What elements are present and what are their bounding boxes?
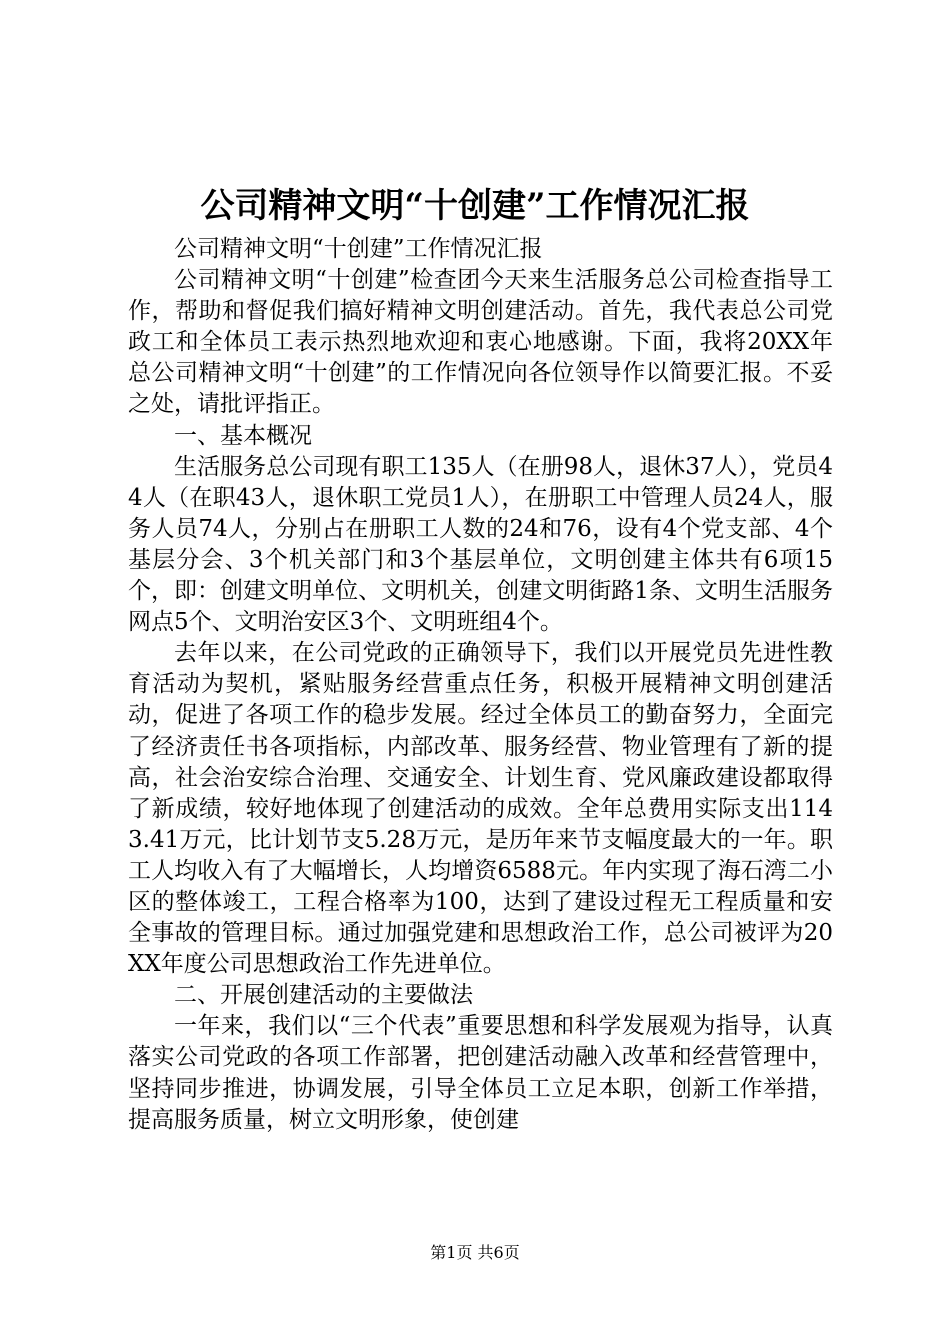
page-number-footer: 第1页 共6页 (430, 1243, 520, 1262)
paragraph-achievements: 去年以来，在公司党政的正确领导下，我们以开展党员先进性教育活动为契机，紧贴服务经营重点任务，积极开展精神文明创建活动，促进了各项工作的稳步发展。经过全体员工的勤奋努力，全面完了经济责任书各项指标，内部改革、服务经营、物业管理有了新的提高，社会治安综合治理、交通安全、计划生育、党风廉政建设都取得了新成绩，较好地体现了创建活动的成效。全年总费用实际支出1143.41万元，比计划节支5.28万元，是历年来节支幅度最大的一年。职工人均收入有了大幅增长，人均增资6588元。年内实现了海石湾二小区的整体竣工，工程合格率为100，达到了建设过程无工程质量和安全事故的管理目标。通过加强党建和思想政治工作，总公司被评为20XX年度公司思想政治工作先进单位。 (128, 640, 833, 978)
section-heading-overview: 一、基本概况 (174, 422, 312, 449)
paragraph-practices: 一年来，我们以“三个代表”重要思想和科学发展观为指导，认真落实公司党政的各项工作部署，把创建活动融入改革和经营管理中，坚持同步推进，协调发展，引导全体员工立足本职，创新工作举措，提高服务质量，树立文明形象，使创建 (128, 1013, 833, 1133)
paragraph-intro: 公司精神文明“十创建”检查团今天来生活服务总公司检查指导工作，帮助和督促我们搞好精神文明创建活动。首先，我代表总公司党政工和全体员工表示热烈地欢迎和衷心地感谢。下面，我将20XX年总公司精神文明“十创建”的工作情况向各位领导作以简要汇报。不妥之处，请批评指正。 (128, 267, 833, 418)
paragraph-subtitle: 公司精神文明“十创建”工作情况汇报 (174, 236, 543, 262)
paragraph-overview: 生活服务总公司现有职工135人（在册98人，退休37人），党员44人（在职43人，退休职工党员1人），在册职工中管理人员24人，服务人员74人，分别占在册职工人数的24和76，设有4个党支部、4个基层分会、3个机关部门和3个基层单位，文明创建主体共有6项15个，即：创建文明单位、文明机关，创建文明街路1条、文明生活服务网点5个、文明治安区3个、文明班组4个。 (128, 453, 833, 636)
section-heading-practices: 二、开展创建活动的主要做法 (174, 982, 473, 1009)
document-title: 公司精神文明“十创建”工作情况汇报 (200, 186, 750, 226)
document-body (128, 234, 833, 1136)
